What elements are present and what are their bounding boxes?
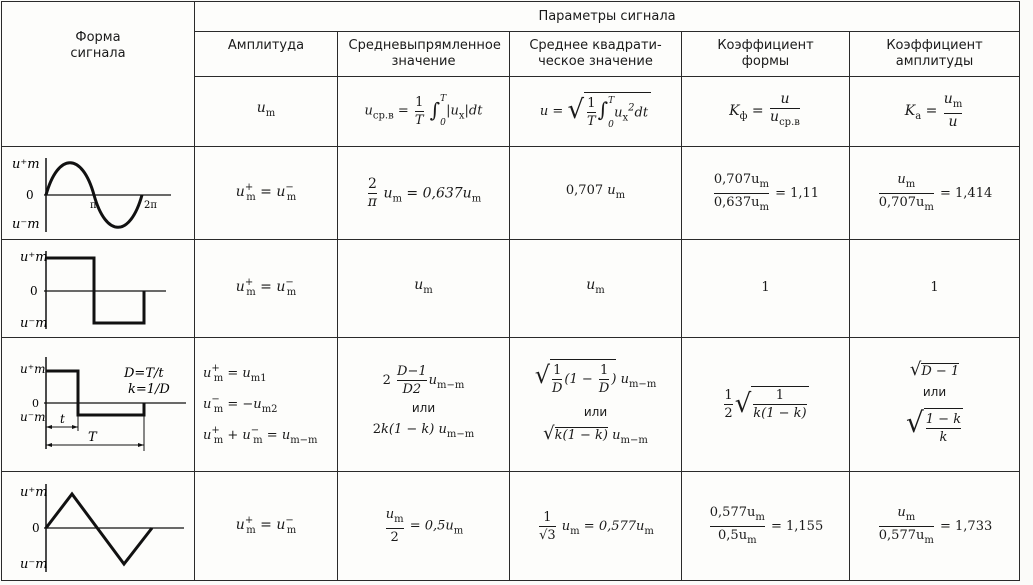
signal-parameters-table bbox=[1, 1, 1020, 581]
triangle-avg-rectified: $\frac{u_m}{2}$ = $0,5u_m$ bbox=[338, 472, 510, 581]
triangle-amplitude: $u^+_m = u^-_m$ bbox=[195, 472, 338, 581]
sine-rms: 0,707 $u_m$ bbox=[510, 147, 682, 240]
square-rms: $u_m$ bbox=[510, 240, 682, 338]
sine-form-factor: $\frac{0,707u_m}{0,637u_m}$ = 1,11 bbox=[682, 147, 850, 240]
square-form-factor: 1 bbox=[682, 240, 850, 338]
square-amp-factor: 1 bbox=[850, 240, 1020, 338]
triangle-waveform-plot bbox=[6, 476, 191, 576]
triangle-top-label: u⁺m bbox=[19, 485, 48, 501]
signal-params-header: Параметры сигнала bbox=[195, 2, 1020, 32]
square-top-label: u⁺m bbox=[19, 250, 48, 266]
square-waveform-cell bbox=[2, 240, 195, 338]
sine-top-label: u⁺m bbox=[11, 157, 40, 173]
form-factor-header bbox=[682, 32, 850, 76]
sine-avg-rectified: $\frac{2}{\pi}$ $u_m = 0,637u_m$ bbox=[338, 147, 510, 240]
square-waveform-plot bbox=[6, 243, 191, 333]
pulse-waveform-cell bbox=[2, 337, 195, 471]
amplitude-header-label: Амплитуда bbox=[227, 38, 305, 54]
pulse-amp-factor: √D − 1 или √ $\frac{1 - k}{k}$ bbox=[850, 337, 1020, 471]
avg-rectified-header bbox=[338, 32, 510, 76]
signal-form-label: Форма сигнала bbox=[70, 30, 126, 62]
triangle-bottom-label: u⁻m bbox=[19, 557, 48, 573]
avg-rectified-header-label: Средневыпрямленное значение bbox=[348, 37, 501, 69]
form-factor-definition: $K_ф$ = $\frac{u}{u_{ср.в}}$ bbox=[682, 76, 850, 147]
sine-amplitude: $u^+_m = u^-_m$ bbox=[195, 147, 338, 240]
amp-factor-header bbox=[850, 32, 1020, 76]
triangle-form-factor: $\frac{0,577u_m}{0,5u_m}$ = 1,155 bbox=[682, 472, 850, 581]
pulse-rms: √ $\frac{1}{D}$ (1 − $\frac{1}{D}$ ) $u_{m-m}$ или √k(1 − k) $u_{m-m}$ bbox=[510, 337, 682, 471]
triangle-amp-factor: $\frac{u_m}{0,577u_m}$ = 1,733 bbox=[850, 472, 1020, 581]
sine-waveform-cell bbox=[2, 147, 195, 240]
pulse-form-factor: $\frac{1}{2}$ √ $\frac{1}{k(1 - k)}$ bbox=[682, 337, 850, 471]
pulse-t-label: t bbox=[59, 412, 65, 427]
sine-amp-factor: $\frac{u_m}{0,707u_m}$ = 1,414 bbox=[850, 147, 1020, 240]
amp-factor-definition: $K_а$ = $\frac{u_m}{u}$ bbox=[850, 76, 1020, 147]
sine-zero-label: 0 bbox=[25, 188, 34, 203]
table-row bbox=[2, 472, 1020, 581]
form-factor-header-label: Коэффициент формы bbox=[717, 37, 814, 69]
rms-header-label: Среднее квадрати-ческое значение bbox=[529, 37, 662, 69]
rms-definition: u = √ $\frac{1}{T}$ ∫T $0u_x^2dt$ bbox=[510, 76, 682, 147]
table-row bbox=[2, 337, 1020, 471]
square-bottom-label: u⁻m bbox=[19, 316, 48, 332]
sine-two-pi-label: 2π bbox=[143, 200, 157, 212]
pulse-d-formula: D=T/t bbox=[123, 366, 164, 382]
table-row bbox=[2, 240, 1020, 338]
amplitude-header bbox=[195, 32, 338, 76]
sine-bottom-label: u⁻m bbox=[11, 217, 40, 233]
rms-header bbox=[510, 32, 682, 76]
pulse-zero-label: 0 bbox=[31, 397, 39, 411]
amplitude-definition: $u_m$ bbox=[195, 76, 338, 147]
pulse-top-label: u⁺m bbox=[19, 362, 45, 377]
sine-waveform-plot bbox=[6, 150, 191, 236]
signal-form-header bbox=[2, 2, 195, 147]
table-row bbox=[2, 147, 1020, 240]
pulse-k-formula: k=1/D bbox=[127, 382, 170, 398]
pulse-bottom-label: u⁻m bbox=[19, 410, 45, 425]
sine-pi-label: π bbox=[89, 200, 97, 212]
avg-rectified-definition: $u_{ср.в}$ = $\frac{1}{T}$ ∫T $0|u_x|dt$ bbox=[338, 76, 510, 147]
triangle-zero-label: 0 bbox=[31, 521, 40, 536]
pulse-waveform-plot bbox=[6, 341, 191, 467]
pulse-period-label: T bbox=[87, 430, 97, 446]
triangle-waveform-cell bbox=[2, 472, 195, 581]
amp-factor-header-label: Коэффициент амплитуды bbox=[886, 37, 983, 69]
pulse-amplitude: $u^+_m = u_{m1}$ $u^-_m = -u_{m2}$ $u^+_m + u^-_m = u_{m-m}$ bbox=[195, 337, 338, 471]
triangle-rms: $\frac{1}{√3}$ $u_m = 0,577u_m$ bbox=[510, 472, 682, 581]
pulse-avg-rectified: 2 $\frac{D-1}{D2}$ $u_{m-m}$ или 2k(1 − k) $u_{m-m}$ bbox=[338, 337, 510, 471]
square-avg-rectified: $u_m$ bbox=[338, 240, 510, 338]
square-zero-label: 0 bbox=[29, 284, 38, 299]
square-amplitude: $u^+_m = u^-_m$ bbox=[195, 240, 338, 338]
